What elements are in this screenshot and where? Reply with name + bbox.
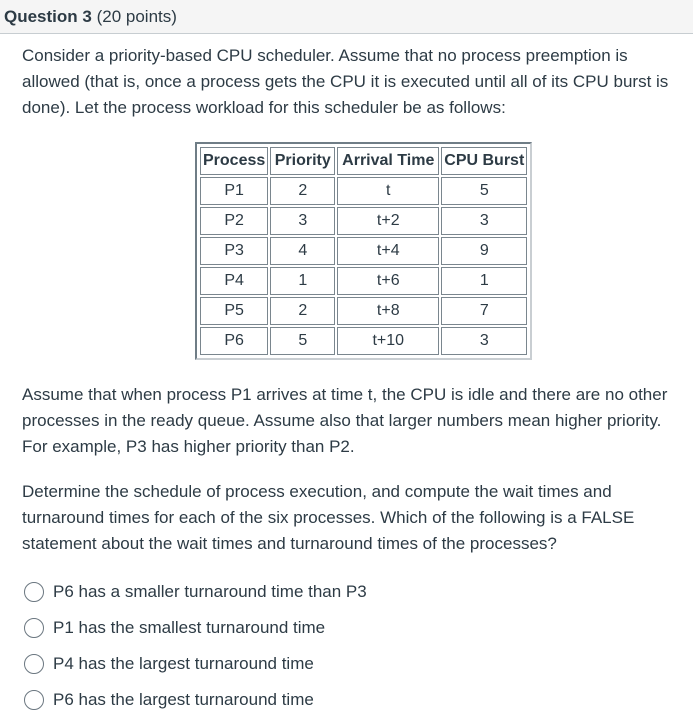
- table-cell: 3: [441, 207, 527, 235]
- table-row: [200, 327, 527, 355]
- table-row: [200, 267, 527, 295]
- table-cell: t: [337, 177, 439, 205]
- workload-table-frame: [195, 142, 532, 360]
- table-cell: t+2: [337, 207, 439, 235]
- table-cell: 5: [441, 177, 527, 205]
- header-arrival-time: Arrival Time: [337, 147, 439, 175]
- table-row: [200, 297, 527, 325]
- question-task: Determine the schedule of process execution, and compute the wait times and turnaround times for each of the six processes. Which of the following is a FALSE statement about the wait times and turnaround times of the processes?: [22, 482, 635, 553]
- question-points: (20 points): [96, 7, 177, 26]
- table-cell: t+10: [337, 327, 439, 355]
- header-priority: Priority: [270, 147, 335, 175]
- table-cell: 2: [270, 177, 335, 205]
- table-cell: 1: [441, 267, 527, 295]
- table-cell: 7: [441, 297, 527, 325]
- table-row: [200, 207, 527, 235]
- question-title: Question 3: [4, 7, 92, 26]
- table-cell: 3: [441, 327, 527, 355]
- header-cpu-burst: CPU Burst: [441, 147, 527, 175]
- table-cell: P2: [200, 207, 268, 235]
- option-label: P4 has the largest turnaround time: [53, 654, 314, 673]
- option-label: P1 has the smallest turnaround time: [53, 618, 326, 637]
- answer-option-2[interactable]: [22, 610, 367, 646]
- table-cell: 1: [270, 267, 335, 295]
- answer-option-3[interactable]: [22, 646, 367, 682]
- table-cell: P3: [200, 237, 268, 265]
- question-assumption: Assume that when process P1 arrives at time t, the CPU is idle and there are no other processes in the ready queue. Assume also that larger numbers mean higher priority. For example, P3 has higher priority than P2.: [22, 385, 668, 456]
- option-label: P6 has the largest turnaround time: [53, 690, 314, 709]
- radio-button[interactable]: [24, 618, 44, 638]
- table-cell: t+6: [337, 267, 439, 295]
- question-header: [0, 0, 693, 34]
- table-cell: t+4: [337, 237, 439, 265]
- table-cell: t+8: [337, 297, 439, 325]
- table-cell: P6: [200, 327, 268, 355]
- table-cell: 9: [441, 237, 527, 265]
- option-label: P6 has a smaller turnaround time than P3: [53, 582, 367, 601]
- answer-options: [22, 574, 367, 718]
- radio-button[interactable]: [24, 690, 44, 710]
- answer-option-1[interactable]: [22, 574, 367, 610]
- table-header-row: [200, 147, 527, 175]
- header-process: Process: [200, 147, 268, 175]
- table-row: [200, 177, 527, 205]
- radio-button[interactable]: [24, 654, 44, 674]
- table-cell: 5: [270, 327, 335, 355]
- table-cell: P4: [200, 267, 268, 295]
- radio-button[interactable]: [24, 582, 44, 602]
- table-cell: 3: [270, 207, 335, 235]
- question-intro: Consider a priority-based CPU scheduler. Assume that no process preemption is allowed (that is, once a process gets the CPU it is executed until all of its CPU burst is done). Let the process workload for this scheduler be as follows:: [22, 46, 669, 117]
- table-cell: P5: [200, 297, 268, 325]
- table-cell: P1: [200, 177, 268, 205]
- table-cell: 2: [270, 297, 335, 325]
- table-row: [200, 237, 527, 265]
- workload-table: [198, 145, 529, 357]
- table-cell: 4: [270, 237, 335, 265]
- answer-option-4[interactable]: [22, 682, 367, 718]
